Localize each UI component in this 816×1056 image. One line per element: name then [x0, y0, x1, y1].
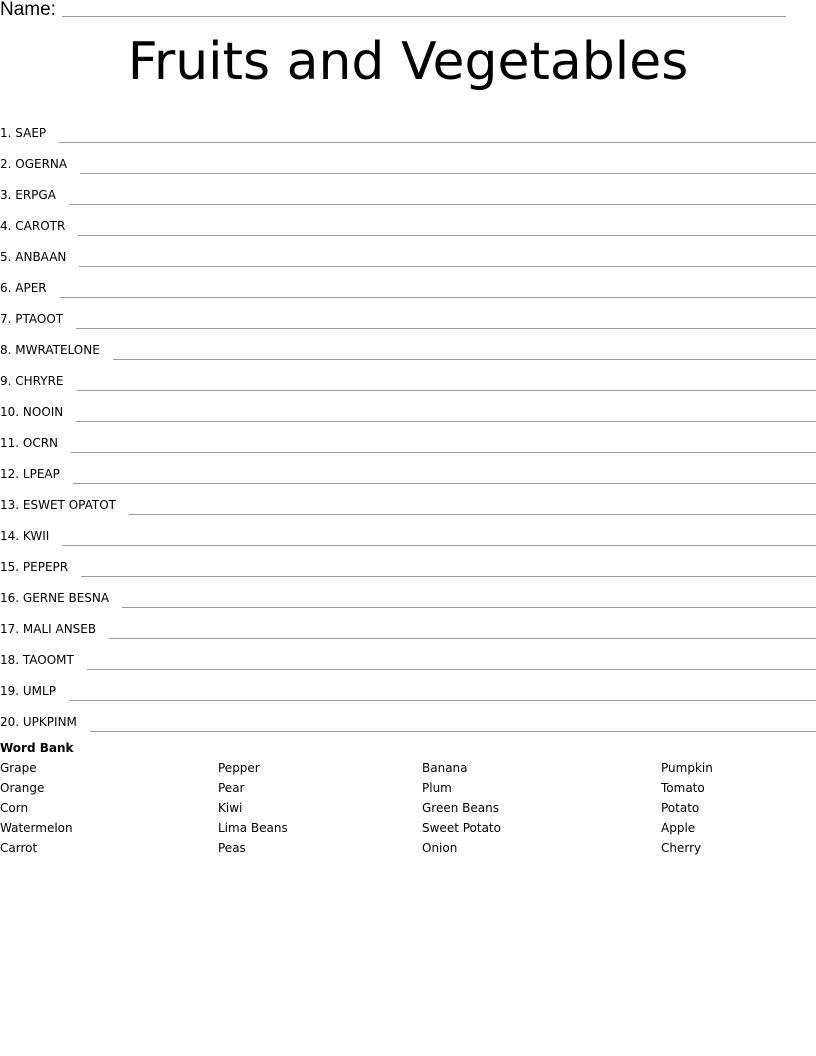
scrambled-word: 4. CAROTR	[0, 219, 66, 233]
puzzle-item	[0, 453, 816, 484]
scrambled-word: 7. PTAOOT	[0, 312, 64, 326]
word-bank-word: Carrot	[0, 841, 38, 855]
word-bank-word: Cherry	[661, 841, 702, 855]
word-bank-title: Word Bank	[0, 741, 74, 755]
word-bank-word: Green Beans	[422, 801, 499, 815]
scrambled-word: 18. TAOOMT	[0, 653, 74, 667]
answer-line[interactable]	[69, 203, 816, 205]
word-bank-column	[661, 758, 713, 858]
puzzle-item	[0, 267, 816, 298]
answer-line[interactable]	[60, 296, 816, 298]
answer-line[interactable]	[77, 389, 816, 391]
answer-line[interactable]	[69, 699, 816, 701]
scrambled-word: 14. KWII	[0, 529, 50, 543]
name-label: Name:	[0, 0, 56, 20]
puzzle-item	[0, 484, 816, 515]
scrambled-word: 16. GERNE BESNA	[0, 591, 110, 605]
puzzle-item	[0, 608, 816, 639]
scrambled-word: 15. PEPEPR	[0, 560, 69, 574]
word-bank-word: Peas	[218, 841, 246, 855]
answer-line[interactable]	[122, 606, 816, 608]
puzzle-item	[0, 205, 816, 236]
answer-line[interactable]	[79, 265, 816, 267]
answer-line[interactable]	[62, 544, 816, 546]
word-bank-word: Onion	[422, 841, 458, 855]
puzzle-item	[0, 112, 816, 143]
answer-line[interactable]	[59, 141, 816, 143]
puzzle-item	[0, 174, 816, 205]
word-bank-word: Lima Beans	[218, 821, 288, 835]
puzzle-item	[0, 701, 816, 732]
word-bank-column	[422, 758, 501, 858]
answer-line[interactable]	[76, 420, 816, 422]
puzzle-item	[0, 391, 816, 422]
answer-line[interactable]	[90, 730, 816, 732]
word-bank-word: Pear	[218, 781, 245, 795]
answer-line[interactable]	[87, 668, 816, 670]
puzzle-item	[0, 577, 816, 608]
scrambled-word: 2. OGERNA	[0, 157, 68, 171]
puzzle-item	[0, 360, 816, 391]
word-bank-word: Corn	[0, 801, 29, 815]
word-bank-word: Watermelon	[0, 821, 73, 835]
puzzle-item	[0, 422, 816, 453]
word-bank	[0, 738, 816, 868]
word-bank-word: Kiwi	[218, 801, 243, 815]
scrambled-word: 19. UMLP	[0, 684, 56, 698]
scrambled-word: 1. SAEP	[0, 126, 47, 140]
word-bank-word: Plum	[422, 781, 452, 795]
answer-line[interactable]	[73, 482, 816, 484]
scrambled-word: 17. MALI ANSEB	[0, 622, 97, 636]
scrambled-word: 11. OCRN	[0, 436, 59, 450]
puzzle-item	[0, 329, 816, 360]
answer-line[interactable]	[129, 513, 816, 515]
answer-line[interactable]	[76, 327, 816, 329]
scrambled-word: 20. UPKPINM	[0, 715, 77, 729]
word-bank-word: Pumpkin	[661, 761, 713, 775]
puzzle-item	[0, 546, 816, 577]
word-bank-word: Banana	[422, 761, 468, 775]
puzzle-item	[0, 639, 816, 670]
word-bank-word: Tomato	[661, 781, 705, 795]
word-bank-word: Orange	[0, 781, 45, 795]
word-bank-word: Potato	[661, 801, 700, 815]
answer-line[interactable]	[80, 172, 816, 174]
scrambled-word: 13. ESWET OPATOT	[0, 498, 116, 512]
puzzle-item	[0, 298, 816, 329]
word-bank-column	[0, 758, 73, 858]
word-bank-word: Pepper	[218, 761, 260, 775]
answer-line[interactable]	[81, 575, 816, 577]
puzzle-item	[0, 143, 816, 174]
scrambled-word: 8. MWRATELONE	[0, 343, 100, 357]
word-bank-word: Sweet Potato	[422, 821, 501, 835]
page-title: Fruits and Vegetables	[127, 32, 689, 92]
scrambled-word: 5. ANBAAN	[0, 250, 67, 264]
scrambled-word: 6. APER	[0, 281, 47, 295]
puzzle-item	[0, 515, 816, 546]
word-bank-word: Grape	[0, 761, 37, 775]
scrambled-word: 10. NOOIN	[0, 405, 64, 419]
name-row	[0, 0, 790, 22]
word-bank-columns	[0, 758, 816, 868]
puzzle-item	[0, 236, 816, 267]
scrambled-word: 3. ERPGA	[0, 188, 56, 202]
answer-line[interactable]	[78, 234, 816, 236]
name-input-line[interactable]	[62, 16, 786, 17]
word-bank-column	[218, 758, 288, 858]
puzzle-item	[0, 670, 816, 701]
answer-line[interactable]	[71, 451, 816, 453]
answer-line[interactable]	[113, 358, 816, 360]
answer-line[interactable]	[109, 637, 816, 639]
scrambled-word: 9. CHRYRE	[0, 374, 64, 388]
scrambled-word: 12. LPEAP	[0, 467, 60, 481]
word-bank-word: Apple	[661, 821, 696, 835]
puzzle-list	[0, 112, 816, 732]
